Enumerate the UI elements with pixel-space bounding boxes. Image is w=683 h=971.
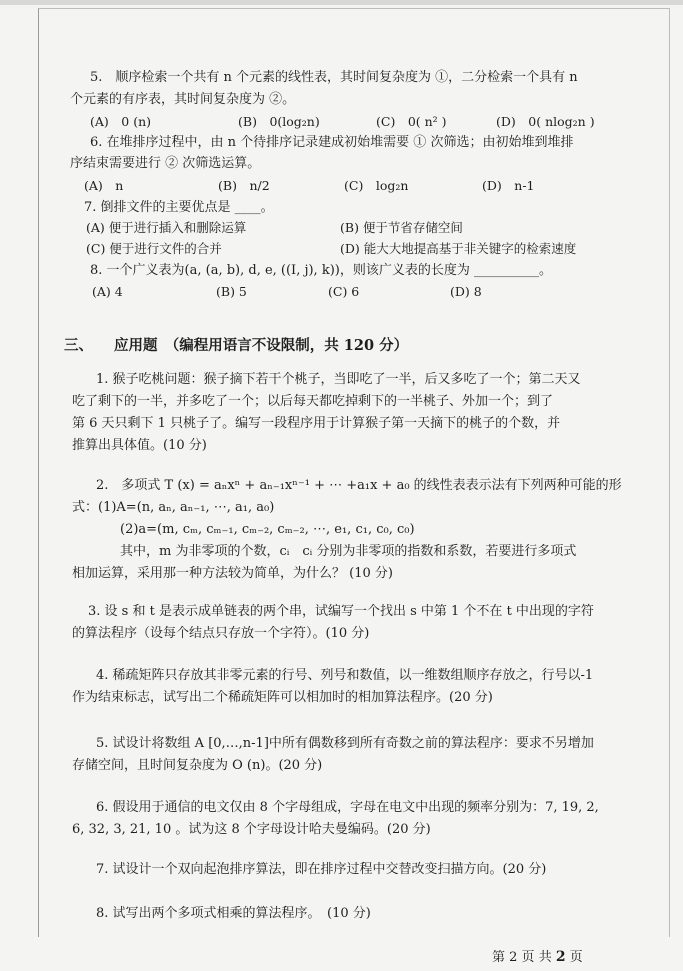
app-q5-line2: 存储空间，且时间复杂度为 O (n)。(20 分) bbox=[72, 758, 323, 773]
app-q8-line1: 8. 试写出两个多项式相乘的算法程序。 (10 分) bbox=[96, 906, 371, 921]
option-a: (A) 便于进行插入和删除运算 bbox=[86, 220, 247, 235]
option-a: (A) n bbox=[84, 178, 124, 193]
option-c: (C) 0( n² ) bbox=[376, 114, 447, 129]
option-c: (C) 6 bbox=[328, 284, 360, 299]
mc-q8-line1: 8. 一个广义表为(a, (a, b), d, e, ((I, j), k))，则该广义表的长度为 __________。 bbox=[90, 263, 552, 278]
app-q2-line5: 相加运算，采用那一种方法较为简单，为什么？ (10 分) bbox=[72, 566, 393, 581]
option-b: (B) 0(log₂n) bbox=[238, 114, 320, 129]
mc-q6-line2: 序结束需要进行 ② 次筛选运算。 bbox=[70, 156, 261, 171]
scan-top-edge bbox=[0, 0, 683, 5]
page-number: 第 2 页 bbox=[492, 950, 535, 965]
app-q1-line3: 第 6 天只剩下 1 只桃子了。编写一段程序用于计算猴子第一天摘下的桃子的个数，并 bbox=[72, 416, 561, 431]
option-d: (D) 0( nlog₂n ) bbox=[496, 114, 595, 129]
option-c: (C) log₂n bbox=[344, 178, 409, 193]
option-a: (A) 4 bbox=[92, 284, 123, 299]
app-q6-line2: 6, 32, 3, 21, 10 。试为这 8 个字母设计哈夫曼编码。(20 分) bbox=[72, 822, 431, 837]
app-q2-line1: 2. 多项式 T (x) = aₙxⁿ + aₙ₋₁xⁿ⁻¹ + ⋯ +a₁x + a₀ 的线性表表示法有下列两种可能的形 bbox=[96, 478, 622, 493]
app-q7-line1: 7. 试设计一个双向起泡排序算法，即在排序过程中交替改变扫描方向。(20 分) bbox=[96, 862, 547, 877]
app-q4-line2: 作为结束标志，试写出二个稀疏矩阵可以相加时的相加算法程序。(20 分) bbox=[72, 690, 493, 705]
option-c: (C) 便于进行文件的合并 bbox=[86, 241, 222, 256]
app-q1-line4: 推算出具体值。(10 分) bbox=[72, 438, 207, 453]
app-q5-line1: 5. 试设计将数组 A [0,…,n-1]中所有偶数移到所有奇数之前的算法程序：要求不另增加 bbox=[96, 736, 594, 751]
page-total-prefix: 共 bbox=[538, 950, 552, 965]
app-q4-line1: 4. 稀疏矩阵只存放其非零元素的行号、列号和数值，以一维数组顺序存放之，行号以-1 bbox=[96, 668, 594, 683]
mc-q5-line2: 个元素的有序表，其时间复杂度为 ②。 bbox=[70, 92, 296, 107]
section-title: 应用题 （编程用语言不设限制，共 120 分） bbox=[114, 337, 409, 354]
option-d: (D) n-1 bbox=[482, 178, 535, 193]
option-b: (B) 便于节省存储空间 bbox=[340, 220, 463, 235]
option-a: (A) 0 (n) bbox=[90, 114, 152, 129]
app-q1-line1: 1. 猴子吃桃问题：猴子摘下若干个桃子，当即吃了一半，后又多吃了一个；第二天又 bbox=[96, 372, 581, 387]
section-number: 三、 bbox=[64, 337, 93, 354]
page-total-suffix: 页 bbox=[569, 950, 583, 965]
option-b: (B) n/2 bbox=[218, 178, 270, 193]
mc-q5-line1: 5. 顺序检索一个共有 n 个元素的线性表，其时间复杂度为 ①，二分检索一个具有 n bbox=[90, 70, 578, 85]
mc-q7-line1: 7. 倒排文件的主要优点是 ____。 bbox=[84, 200, 274, 215]
mc-q6-line1: 6. 在堆排序过程中，由 n 个待排序记录建成初始堆需要 ① 次筛选；由初始堆到堆排 bbox=[90, 135, 574, 150]
app-q2-line4: 其中，m 为非零项的个数，cᵢ cᵢ 分别为非零项的指数和系数，若要进行多项式 bbox=[120, 544, 577, 559]
option-d: (D) 8 bbox=[450, 284, 482, 299]
app-q1-line2: 吃了剩下的一半，并多吃了一个；以后每天都吃掉剩下的一半桃子、外加一个；到了 bbox=[72, 394, 554, 409]
app-q6-line1: 6. 假设用于通信的电文仅由 8 个字母组成，字母在电文中出现的频率分别为：7, 19, 2, bbox=[96, 800, 599, 815]
page-footer bbox=[492, 946, 583, 965]
app-q3-line2: 的算法程序（设每个结点只存放一个字符）。(10 分) bbox=[72, 626, 370, 641]
option-b: (B) 5 bbox=[216, 284, 247, 299]
option-d: (D) 能大大地提高基于非关键字的检索速度 bbox=[340, 241, 577, 256]
page-total: 2 bbox=[555, 949, 566, 965]
app-q3-line1: 3. 设 s 和 t 是表示成单链表的两个串，试编写一个找出 s 中第 1 个不在 t 中出现的字符 bbox=[88, 604, 594, 619]
app-q2-line2: 式：(1)A=(n, aₙ, aₙ₋₁, ⋯, a₁, a₀) bbox=[72, 500, 275, 515]
app-q2-line3: (2)a=(m, cₘ, cₘ₋₁, cₘ₋₂, cₘ₋₂, ⋯, e₁, c₁, c₀, c₀) bbox=[120, 522, 415, 537]
